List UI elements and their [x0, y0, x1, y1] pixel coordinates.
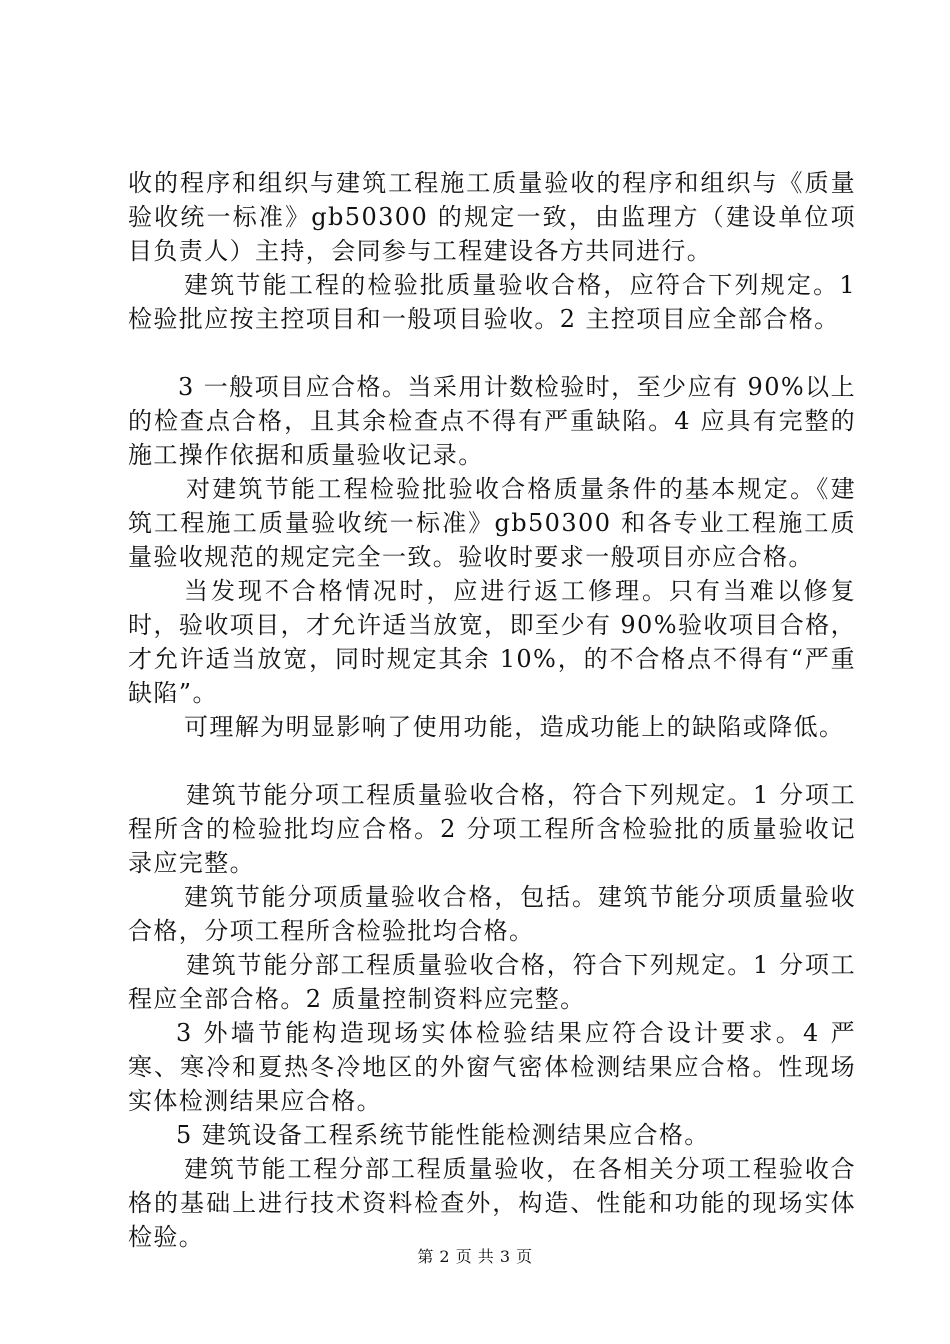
paragraph-5: 当发现不合格情况时，应进行返工修理。只有当难以修复时，验收项目，才允许适当放宽，即至少有 90%验收项目合格，才允许适当放宽，同时规定其余 10%，的不合格点不得有“严重缺陷”。 — [128, 577, 856, 707]
paragraph-9: 建筑节能分部工程质量验收合格，符合下列规定。1 分项工程应全部合格。2 质量控制资料应完整。 — [128, 951, 856, 1013]
page-number-footer: 第 2 页 共 3 页 — [417, 1247, 533, 1266]
paragraph-6: 可理解为明显影响了使用功能，造成功能上的缺陷或降低。 — [184, 713, 845, 741]
paragraph-11: 5 建筑设备工程系统节能性能检测结果应合格。 — [176, 1121, 710, 1149]
paragraph-1: 收的程序和组织与建筑工程施工质量验收的程序和组织与《质量验收统一标准》gb50300 的规定一致，由监理方（建设单位项目负责人）主持，会同参与工程建设各方共同进行。 — [128, 169, 856, 265]
paragraph-8: 建筑节能分项质量验收合格，包括。建筑节能分项质量验收合格，分项工程所含检验批均合格。 — [128, 883, 856, 945]
paragraph-2: 建筑节能工程的检验批质量验收合格，应符合下列规定。1 检验批应按主控项目和一般项目验收。2 主控项目应全部合格。 — [128, 271, 856, 333]
paragraph-7: 建筑节能分项工程质量验收合格，符合下列规定。1 分项工程所含的检验批均应合格。2 分项工程所含检验批的质量验收记录应完整。 — [128, 781, 856, 877]
paragraph-3: 3 一般项目应合格。当采用计数检验时，至少应有 90%以上的检查点合格，且其余检查点不得有严重缺陷。4 应具有完整的施工操作依据和质量验收记录。 — [128, 373, 856, 469]
document-body — [128, 166, 856, 1254]
paragraph-4: 对建筑节能工程检验批验收合格质量条件的基本规定。《建筑工程施工质量验收统一标准》gb50300 和各专业工程施工质量验收规范的规定完全一致。验收时要求一般项目亦应合格。 — [128, 475, 856, 571]
paragraph-12: 建筑节能工程分部工程质量验收，在各相关分项工程验收合格的基础上进行技术资料检查外，构造、性能和功能的现场实体检验。 — [128, 1155, 856, 1251]
paragraph-10: 3 外墙节能构造现场实体检验结果应符合设计要求。4 严寒、寒冷和夏热冬冷地区的外窗气密体检测结果应合格。性现场实体检测结果应合格。 — [128, 1019, 856, 1115]
